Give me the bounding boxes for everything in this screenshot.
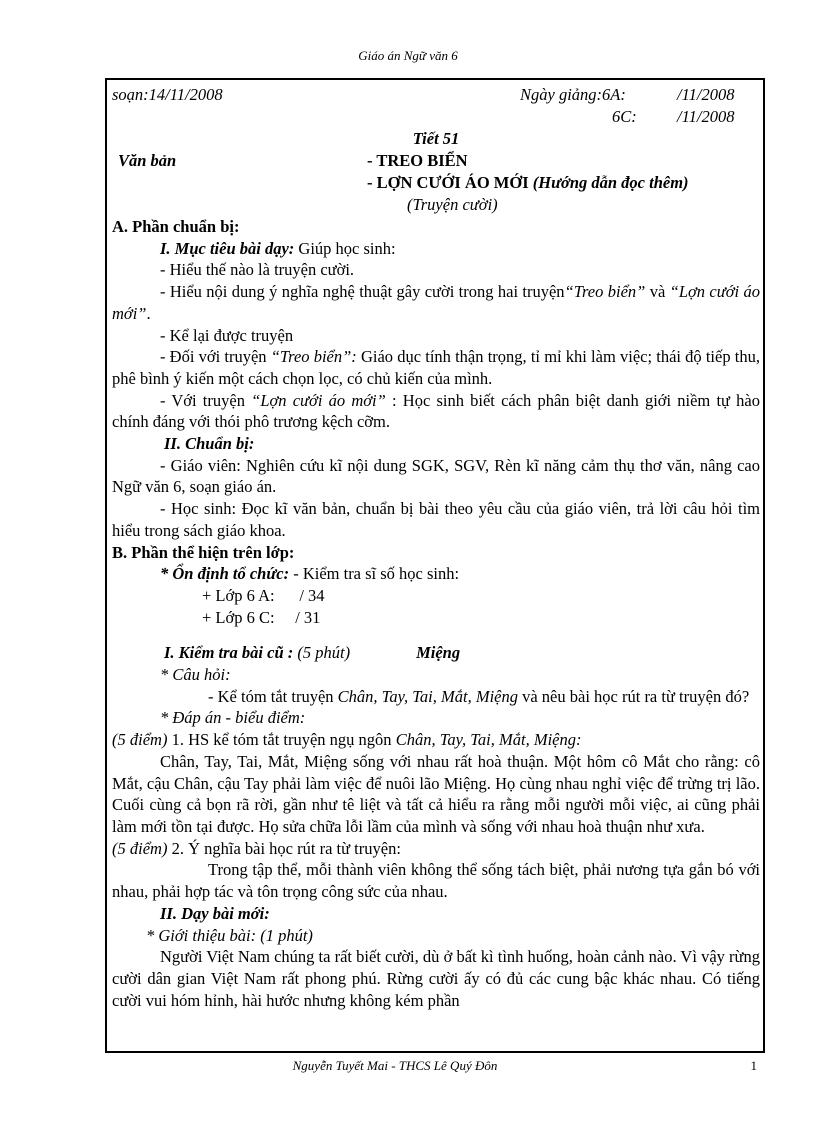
lesson-number: Tiết 51 [412,129,460,148]
cau-hoi-title: Chân, Tay, Tai, Mắt, Miệng [337,686,518,706]
title-lon-cuoi-main: - LỢN CƯỚI ÁO MỚI [367,173,533,192]
genre-label: (Truyện cười) [407,195,498,214]
footer-author: Nguyễn Tuyết Mai - THCS Lê Quý Đôn [292,1058,498,1073]
objective-5-a: - Với truyện [160,390,252,410]
chuan-bi-hoc-sinh: - Học sinh: Đọc kĩ văn bản, chuẩn bị bài theo yêu cầu của giáo viên, trả lời câu hỏi tìm hiểu trong sách giáo khoa. [112,499,760,540]
spacer [112,628,760,642]
kiem-tra-time: (5 phút) [293,643,351,663]
dap-an-label: * Đáp án - biểu điểm: [160,708,306,728]
on-dinh-label: * Ổn định tổ chức: [160,564,290,584]
chuan-bi-label: II. Chuẩn bị: [164,434,255,454]
title-block [112,128,760,216]
lop-6a: + Lớp 6 A: / 34 [202,585,325,605]
kiem-tra-label: I. Kiểm tra bài cũ : [164,643,294,663]
answer-2 [112,838,760,860]
ngay-giang-6a: /11/2008 [677,85,735,104]
kiem-tra [112,642,760,664]
ngay-giang-label: Ngày giảng:6A: [520,85,626,104]
document-body [112,84,760,1011]
cau-hoi-a: - Kể tóm tắt truyện [208,686,338,706]
soan-date: soạn:14/11/2008 [112,85,223,104]
objective-5 [112,390,760,433]
objective-4-a: - Đối với truyện [160,347,271,367]
gioi-thieu-label: * Giới thiệu bài: (1 phút) [146,925,313,945]
objective-2-b: và [645,282,670,302]
page-header: Giáo án Ngữ văn 6 [358,48,458,63]
cau-hoi-b: và nêu bài học rút ra từ truyện đó? [517,686,750,706]
objective-2-c: . [146,303,151,323]
objective-2 [112,281,760,324]
intro-paragraph: Người Việt Nam chúng ta rất biết cười, dù ở bất kì tình huống, hoàn cảnh nào. Vì vậy rừng cười dân gian Việt Nam rất phong phú. Rừng cười ấy có đủ các cung bậc khác nhau. Có tiếng cười vui hóm hỉnh, hài hước nhưng không kém phần [112,947,760,1010]
answer-1-a: 1. HS kể tóm tắt truyện ngụ ngôn [167,730,396,750]
title-lon-cuoi-note: (Hướng dẫn đọc thêm) [532,173,689,192]
objective-3: - Kể lại được truyện [160,325,294,345]
mieng-label: Miệng [416,643,461,663]
answer-2-score: (5 điểm) [112,838,168,858]
page-number: 1 [750,1058,757,1073]
class-6c-label: 6C: [612,107,637,126]
objective-5-q: “Lợn cưới áo mới” [251,390,386,410]
objective-2-q2: “Lợn cưới áo mới” [112,282,760,323]
objective-1: - Hiểu thế nào là truyện cười. [160,260,355,280]
objective-4-b: Giáo dục tính thận trọng, tỉ mỉ khi làm việc; thái độ tiếp thu, phê bình ý kiến một cách chọn lọc, có chủ kiến của mình. [112,347,760,388]
cau-hoi-label: * Câu hỏi: [160,665,231,685]
on-dinh [112,563,760,585]
ngay-giang-6c: /11/2008 [677,107,735,126]
chuan-bi-giao-vien: - Giáo viên: Nghiên cứu kĩ nội dung SGK, SGV, Rèn kĩ năng cảm thụ thơ văn, nâng cao Ngữ văn 6, soạn giáo án. [112,455,760,497]
cau-hoi-text [112,686,760,708]
answer-2-a: 2. Ý nghĩa bài học rút ra từ truyện: [167,838,401,858]
muc-tieu-text: Giúp học sinh: [294,238,396,258]
objective-4 [112,346,760,389]
answer-1-score: (5 điểm) [112,730,168,750]
on-dinh-text: - Kiểm tra sĩ số học sinh: [289,564,460,584]
day-bai-moi-label: II. Dạy bài mới: [160,903,270,923]
van-ban-label: Văn bản [118,151,177,170]
title-lon-cuoi [367,172,689,194]
muc-tieu [112,238,760,260]
answer-1 [112,729,760,751]
answer-2-body: Trong tập thể, mỗi thành viên không thể sống tách biệt, phải nương tựa gắn bó với nhau, phải hợp tác và tôn trọng công sức của nhau. [112,860,760,902]
objective-2-q1: “Treo biển” [564,282,646,302]
lop-6c: + Lớp 6 C: / 31 [202,607,321,627]
muc-tieu-label: I. Mục tiêu bài dạy: [160,238,295,258]
title-treo-bien: - TREO BIỂN [367,151,468,170]
objective-5-b: : Học sinh biết cách phân biệt danh giới niềm tự hào chính đáng với thói phô trương kệch cỡm. [112,390,760,432]
answer-1-title: Chân, Tay, Tai, Mắt, Miệng: [395,730,582,750]
answer-1-body: Chân, Tay, Tai, Mắt, Miệng sống với nhau rất hoà thuận. Một hôm cô Mắt cho rằng: cô Mắt, cậu Chân, cậu Tay phải làm việc để nuôi lão Miệng. Họ cùng nhau nghỉ việc để trừng trị lão. Cuối cùng cả bọn rã rời, gần như tê liệt và tất cả hiểu ra rằng mỗi người mỗi việc, ai cũng phải làm mới tồn tại được. Họ sửa chữa lỗi lầm của mình và sống với nhau hoà thuận như xưa. [112,751,760,836]
date-header [112,84,760,128]
section-b-heading: B. Phần thể hiện trên lớp: [112,542,295,562]
objective-4-q: “Treo biển”: [270,347,357,367]
section-a-heading: A. Phần chuẩn bị: [112,217,240,236]
objective-2-a: - Hiểu nội dung ý nghĩa nghệ thuật gây cười trong hai truyện [160,282,565,302]
